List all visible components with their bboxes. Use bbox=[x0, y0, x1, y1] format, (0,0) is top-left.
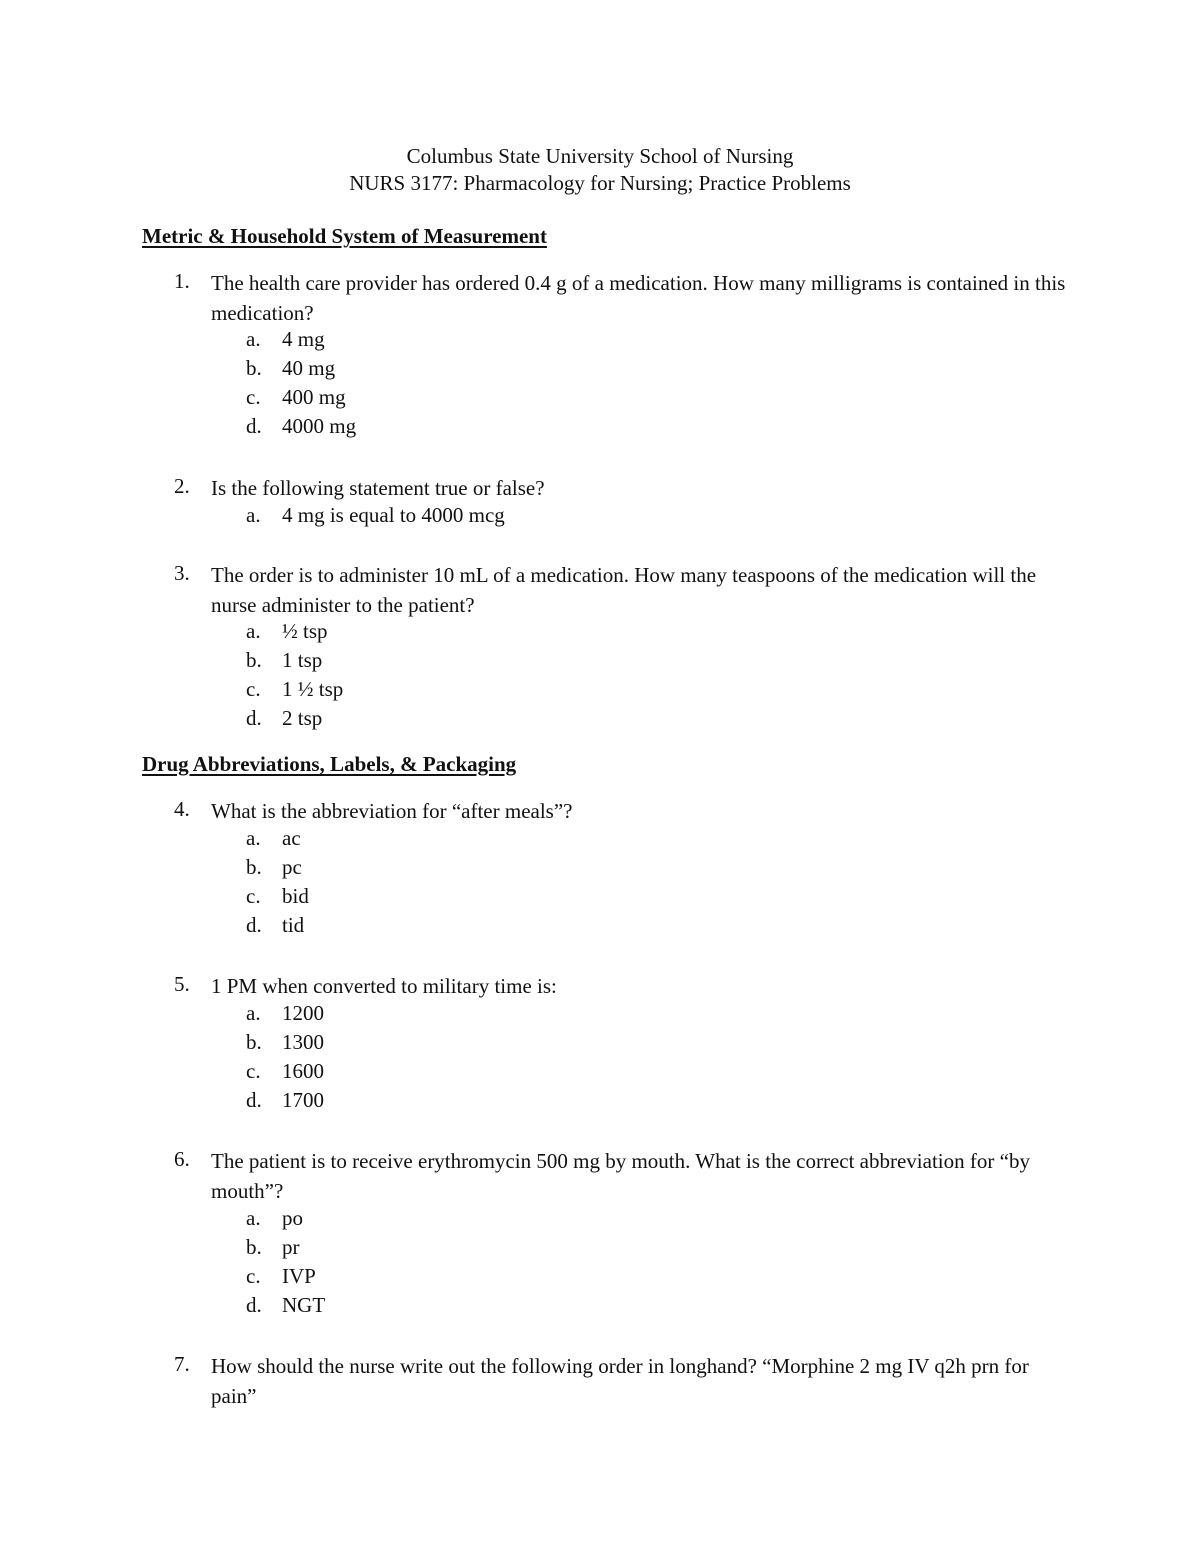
option-letter: a. bbox=[246, 1206, 261, 1230]
question-number: 3. bbox=[174, 561, 190, 585]
question-number: 2. bbox=[174, 474, 190, 498]
option-text: NGT bbox=[282, 1293, 326, 1317]
question-text: 1 PM when converted to military time is: bbox=[211, 974, 557, 998]
option-letter: c. bbox=[246, 1264, 261, 1288]
option-text: bid bbox=[282, 884, 309, 908]
question-number: 6. bbox=[174, 1147, 190, 1171]
option-letter: a. bbox=[246, 503, 261, 527]
document-header bbox=[0, 143, 1200, 197]
option-text: 1600 bbox=[282, 1059, 324, 1083]
header-institution: Columbus State University School of Nursing bbox=[406, 144, 794, 168]
option-text: 4 mg is equal to 4000 mcg bbox=[282, 503, 505, 527]
option-letter: a. bbox=[246, 1001, 261, 1025]
option-text: 1300 bbox=[282, 1030, 324, 1054]
question-number: 7. bbox=[174, 1352, 190, 1376]
option-letter: c. bbox=[246, 385, 261, 409]
option-letter: c. bbox=[246, 1059, 261, 1083]
question-text: The order is to administer 10 mL of a medication. How many teaspoons of the medication will the nurse administer to the patient? bbox=[211, 563, 1037, 617]
question-text: Is the following statement true or false? bbox=[211, 476, 545, 500]
option-text: 2 tsp bbox=[282, 706, 323, 730]
option-text: 1200 bbox=[282, 1001, 324, 1025]
option-letter: d. bbox=[246, 1293, 262, 1317]
option-text: ac bbox=[282, 826, 301, 850]
option-text: 1 ½ tsp bbox=[282, 677, 344, 701]
option-text: pr bbox=[282, 1235, 300, 1259]
option-text: ½ tsp bbox=[282, 619, 328, 643]
option-letter: c. bbox=[246, 884, 261, 908]
option-text: 4 mg bbox=[282, 327, 325, 351]
option-text: pc bbox=[282, 855, 302, 879]
header-course: NURS 3177: Pharmacology for Nursing; Practice Problems bbox=[349, 171, 851, 195]
question-text: The patient is to receive erythromycin 500 mg by mouth. What is the correct abbreviation for “by mouth”? bbox=[211, 1149, 1030, 1203]
section-title-abbreviations: Drug Abbreviations, Labels, & Packaging bbox=[142, 752, 517, 776]
option-letter: d. bbox=[246, 913, 262, 937]
option-letter: d. bbox=[246, 414, 262, 438]
option-letter: c. bbox=[246, 677, 261, 701]
question-number: 5. bbox=[174, 972, 190, 996]
question-text: What is the abbreviation for “after meals”? bbox=[211, 799, 573, 823]
option-text: 40 mg bbox=[282, 356, 336, 380]
option-text: 1 tsp bbox=[282, 648, 323, 672]
option-letter: d. bbox=[246, 706, 262, 730]
option-text: tid bbox=[282, 913, 305, 937]
option-text: po bbox=[282, 1206, 303, 1230]
option-text: 4000 mg bbox=[282, 414, 357, 438]
question-number: 1. bbox=[174, 269, 190, 293]
option-letter: b. bbox=[246, 648, 262, 672]
option-letter: a. bbox=[246, 327, 261, 351]
option-letter: b. bbox=[246, 855, 262, 879]
option-letter: b. bbox=[246, 1235, 262, 1259]
option-letter: b. bbox=[246, 356, 262, 380]
option-text: IVP bbox=[282, 1264, 316, 1288]
option-text: 400 mg bbox=[282, 385, 346, 409]
option-letter: b. bbox=[246, 1030, 262, 1054]
option-letter: a. bbox=[246, 826, 261, 850]
question-number: 4. bbox=[174, 797, 190, 821]
question-text: How should the nurse write out the following order in longhand? “Morphine 2 mg IV q2h prn for pain” bbox=[211, 1354, 1029, 1408]
question-text: The health care provider has ordered 0.4 g of a medication. How many milligrams is contained in this medication? bbox=[211, 271, 1066, 325]
option-text: 1700 bbox=[282, 1088, 324, 1112]
option-letter: a. bbox=[246, 619, 261, 643]
section-title-measurement: Metric & Household System of Measurement bbox=[142, 224, 547, 248]
option-letter: d. bbox=[246, 1088, 262, 1112]
